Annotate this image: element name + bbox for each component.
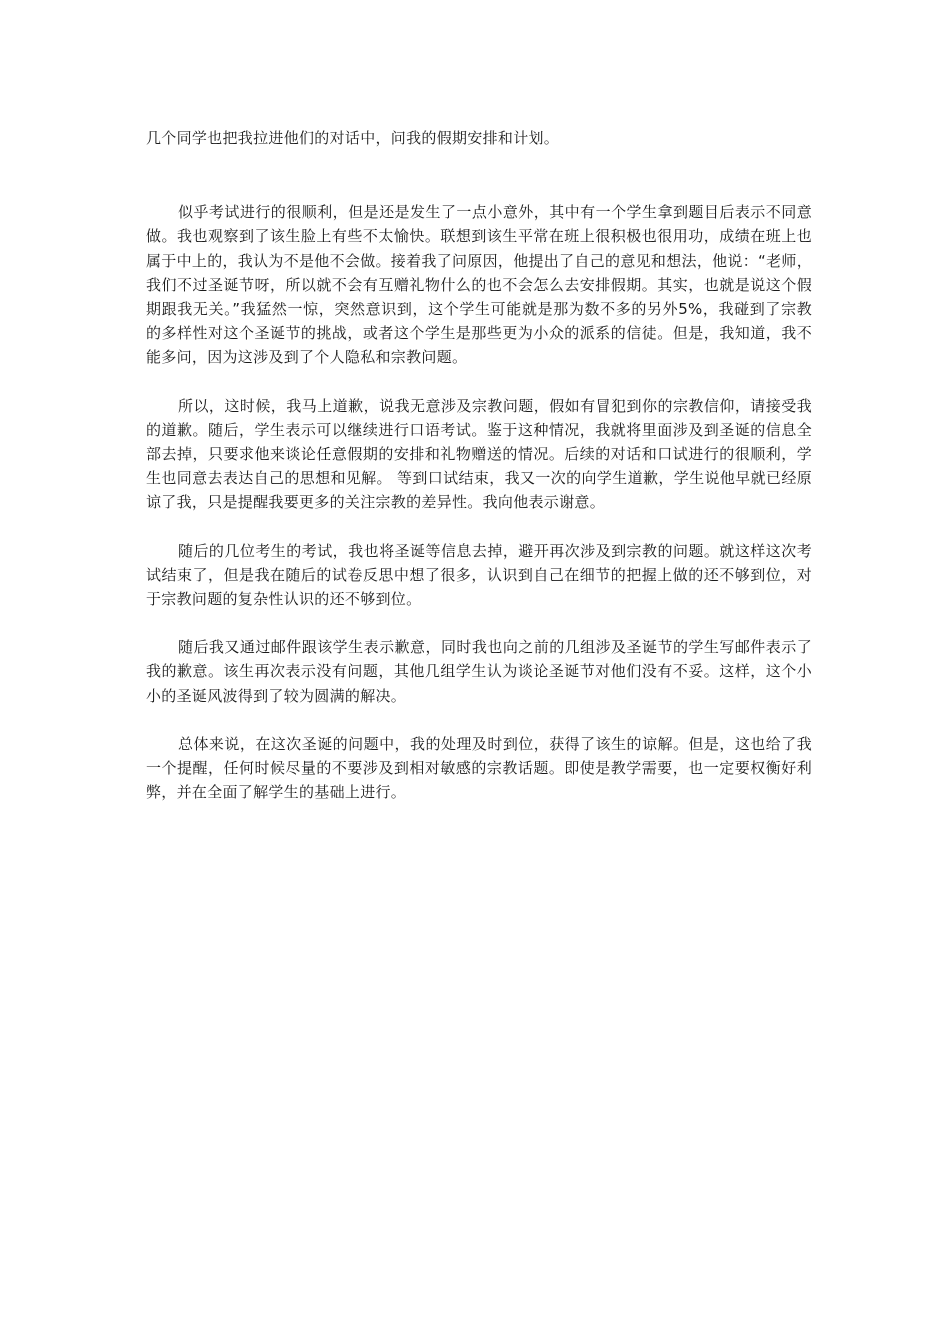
paragraph-6: 总体来说，在这次圣诞的问题中，我的处理及时到位，获得了该生的谅解。但是，这也给了我一个提醒，任何时候尽量的不要涉及到相对敏感的宗教话题。即使是教学需要，也一定要权衡好利弊，并在全面了解学生的基础上进行。 — [146, 734, 812, 802]
document-body — [146, 126, 812, 804]
paragraph-2: 似乎考试进行的很顺利，但是还是发生了一点小意外，其中有一个学生拿到题目后表示不同意做。我也观察到了该生脸上有些不太愉快。联想到该生平常在班上很积极也很用功，成绩在班上也属于中上的，我认为不是他不会做。接着我了问原因，他提出了自己的意见和想法，他说：“老师，我们不过圣诞节呀，所以就不会有互赠礼物什么的也不会怎么去安排假期。其实，也就是说这个假期跟我无关。”我猛然一惊，突然意识到，这个学生可能就是那为数不多的另外5%，我碰到了宗教的多样性对这个圣诞节的挑战，或者这个学生是那些更为小众的派系的信徒。但是，我知道，我不能多问，因为这涉及到了个人隐私和宗教问题。 — [146, 203, 812, 367]
paragraph-4: 随后的几位考生的考试，我也将圣诞等信息去掉，避开再次涉及到宗教的问题。就这样这次考试结束了，但是我在随后的试卷反思中想了很多，认识到自己在细节的把握上做的还不够到位，对于宗教问题的复杂性认识的还不够到位。 — [146, 541, 812, 609]
paragraph-3: 所以，这时候，我马上道歉，说我无意涉及宗教问题，假如有冒犯到你的宗教信仰，请接受我的道歉。随后，学生表示可以继续进行口语考试。鉴于这种情况，我就将里面涉及到圣诞的信息全部去掉，只要求他来谈论任意假期的安排和礼物赠送的情况。后续的对话和口试进行的很顺利，学生也同意去表达自己的思想和见解。 等到口试结束，我又一次的向学生道歉，学生说他早就已经原谅了我，只是提醒我要更多的关注宗教的差异性。我向他表示谢意。 — [146, 396, 812, 512]
paragraph-5: 随后我又通过邮件跟该学生表示歉意，同时我也向之前的几组涉及圣诞节的学生写邮件表示了我的歉意。该生再次表示没有问题，其他几组学生认为谈论圣诞节对他们没有不妥。这样，这个小小的圣诞风波得到了较为圆满的解决。 — [146, 638, 812, 705]
paragraph-1: 几个同学也把我拉进他们的对话中，问我的假期安排和计划。 — [146, 129, 560, 147]
